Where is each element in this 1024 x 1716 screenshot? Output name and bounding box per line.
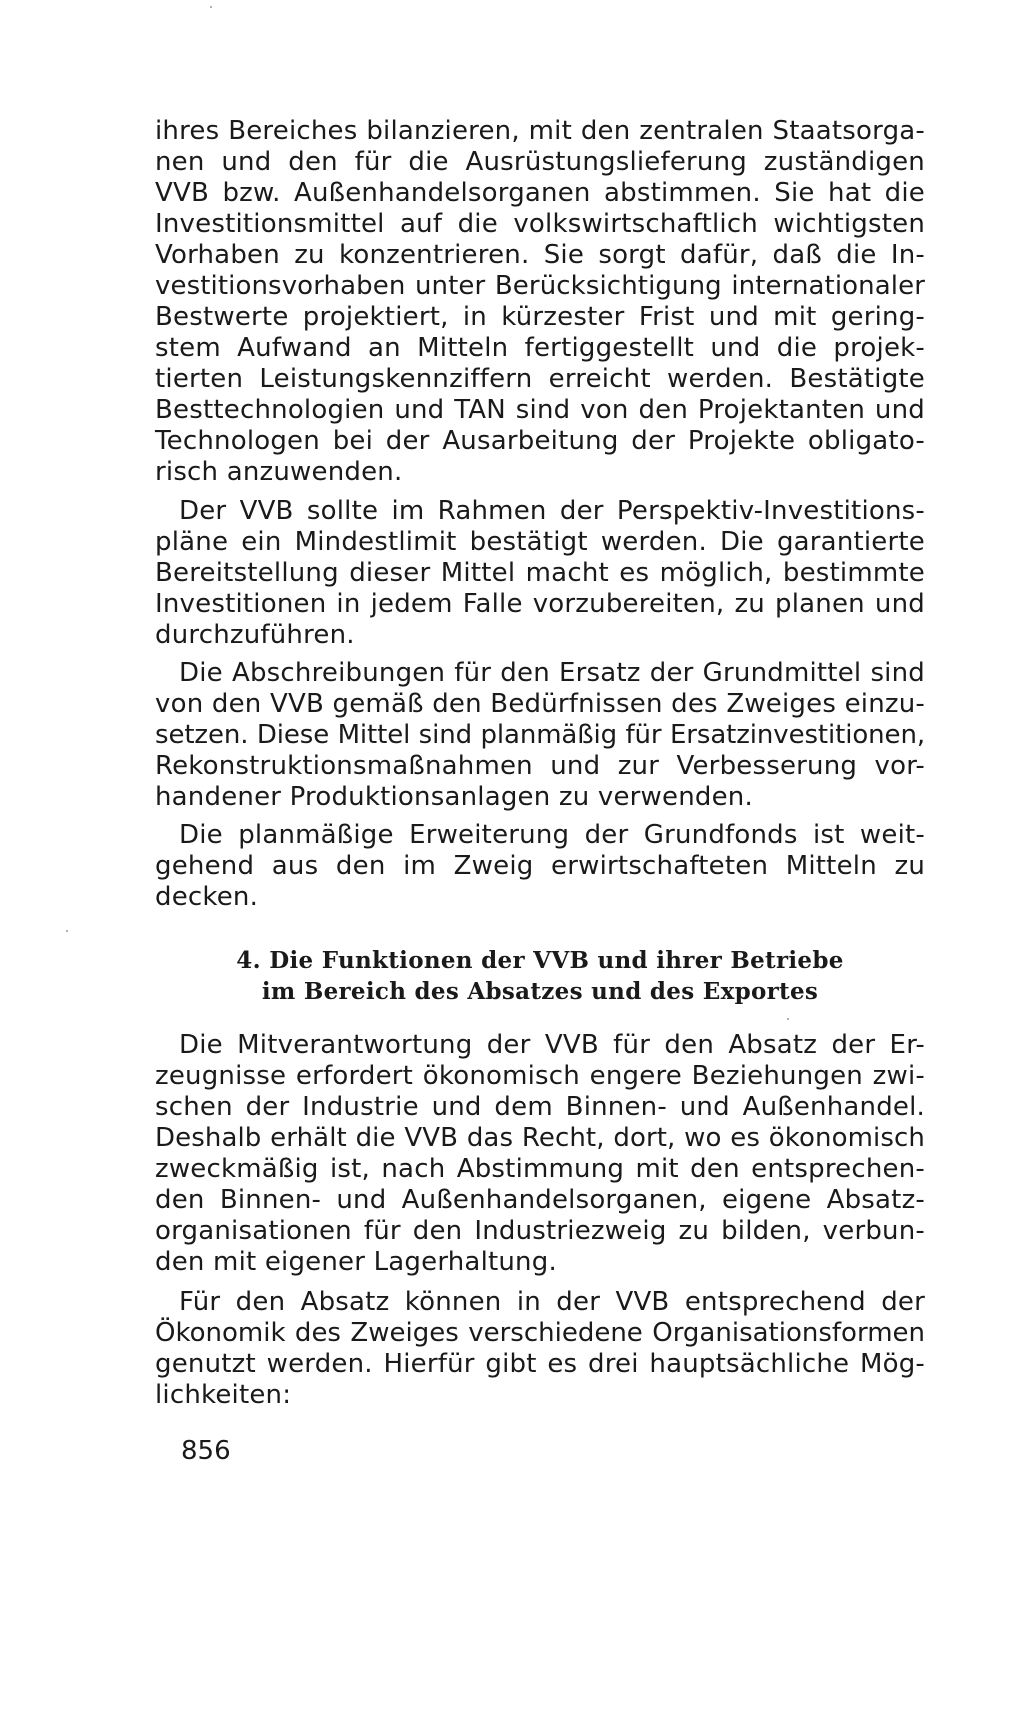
text-line: vestitionsvorhaben unter Berücksichtigung internationaler <box>155 271 925 301</box>
text-line: stem Aufwand an Mitteln fertiggestellt und die projek- <box>155 333 925 363</box>
text-line: zweckmäßig ist, nach Abstimmung mit den entsprechen- <box>155 1154 925 1184</box>
text-line: den Binnen- und Außenhandelsorganen, eigene Absatz- <box>155 1185 925 1215</box>
text-line: VVB bzw. Außenhandelsorganen abstimmen. Sie hat die <box>155 178 925 208</box>
text-line: risch anzuwenden. <box>155 457 403 487</box>
text-line: ihres Bereiches bilanzieren, mit den zentralen Staatsorga- <box>155 116 925 146</box>
text-line: tierten Leistungskennziffern erreicht werden. Bestätigte <box>155 364 925 394</box>
paragraph <box>155 820 925 913</box>
text-line: Bereitstellung dieser Mittel macht es möglich, bestimmte <box>155 558 925 588</box>
text-line: Die Abschreibungen für den Ersatz der Grundmittel sind <box>179 658 925 688</box>
text-line: Bestwerte projektiert, in kürzester Frist und mit gering- <box>155 302 925 332</box>
text-line: organisationen für den Industriezweig zu bilden, verbun- <box>155 1216 925 1246</box>
text-line: zeugnisse erfordert ökonomisch engere Beziehungen zwi- <box>155 1061 925 1091</box>
section-heading-line: 4. Die Funktionen der VVB und ihrer Betriebe <box>236 947 844 974</box>
text-line: Rekonstruktionsmaßnahmen und zur Verbesserung vor- <box>155 751 925 781</box>
text-line: Die Mitverantwortung der VVB für den Absatz der Er- <box>179 1030 925 1060</box>
text-line: handener Produktionsanlagen zu verwenden. <box>155 782 753 812</box>
paragraph <box>155 1287 925 1411</box>
paragraph <box>155 658 925 813</box>
text-line: schen der Industrie und dem Binnen- und Außenhandel. <box>155 1092 925 1122</box>
text-line: Besttechnologien und TAN sind von den Projektanten und <box>155 395 925 425</box>
text-line: Vorhaben zu konzentrieren. Sie sorgt dafür, daß die In- <box>155 240 925 270</box>
text-line: den mit eigener Lagerhaltung. <box>155 1247 557 1277</box>
text-line: von den VVB gemäß den Bedürfnissen des Zweiges einzu- <box>155 689 925 719</box>
text-line: lichkeiten: <box>155 1380 292 1410</box>
text-line: Für den Absatz können in der VVB entsprechend der <box>179 1287 925 1317</box>
text-line: setzen. Diese Mittel sind planmäßig für Ersatzinvestitionen, <box>155 720 925 750</box>
scan-speck <box>210 6 212 8</box>
paragraph <box>155 1030 925 1278</box>
paragraph <box>155 116 925 488</box>
text-line: Technologen bei der Ausarbeitung der Projekte obligato- <box>155 426 925 456</box>
scan-speck <box>66 930 68 932</box>
scan-speck <box>787 1018 789 1020</box>
paragraph <box>155 496 925 651</box>
text-line: Ökonomik des Zweiges verschiedene Organisationsformen <box>155 1318 925 1348</box>
text-line: decken. <box>155 882 259 912</box>
text-line: pläne ein Mindestlimit bestätigt werden. Die garantierte <box>155 527 925 557</box>
section-heading <box>155 945 925 1007</box>
text-line: Investitionen in jedem Falle vorzubereiten, zu planen und <box>155 589 925 619</box>
text-line: genutzt werden. Hierfür gibt es drei hauptsächliche Mög- <box>155 1349 925 1379</box>
text-line: Der VVB sollte im Rahmen der Perspektiv-Investitions- <box>179 496 925 526</box>
text-line: gehend aus den im Zweig erwirtschafteten Mitteln zu <box>155 851 925 881</box>
text-line: durchzuführen. <box>155 620 355 650</box>
text-line: Investitionsmittel auf die volkswirtschaftlich wichtigsten <box>155 209 925 239</box>
page-number: 856 <box>181 1436 231 1466</box>
text-line: Deshalb erhält die VVB das Recht, dort, wo es ökonomisch <box>155 1123 925 1153</box>
text-line: Die planmäßige Erweiterung der Grundfonds ist weit- <box>179 820 925 850</box>
text-line: nen und den für die Ausrüstungslieferung zuständigen <box>155 147 925 177</box>
section-heading-line: im Bereich des Absatzes und des Exportes <box>261 978 819 1005</box>
